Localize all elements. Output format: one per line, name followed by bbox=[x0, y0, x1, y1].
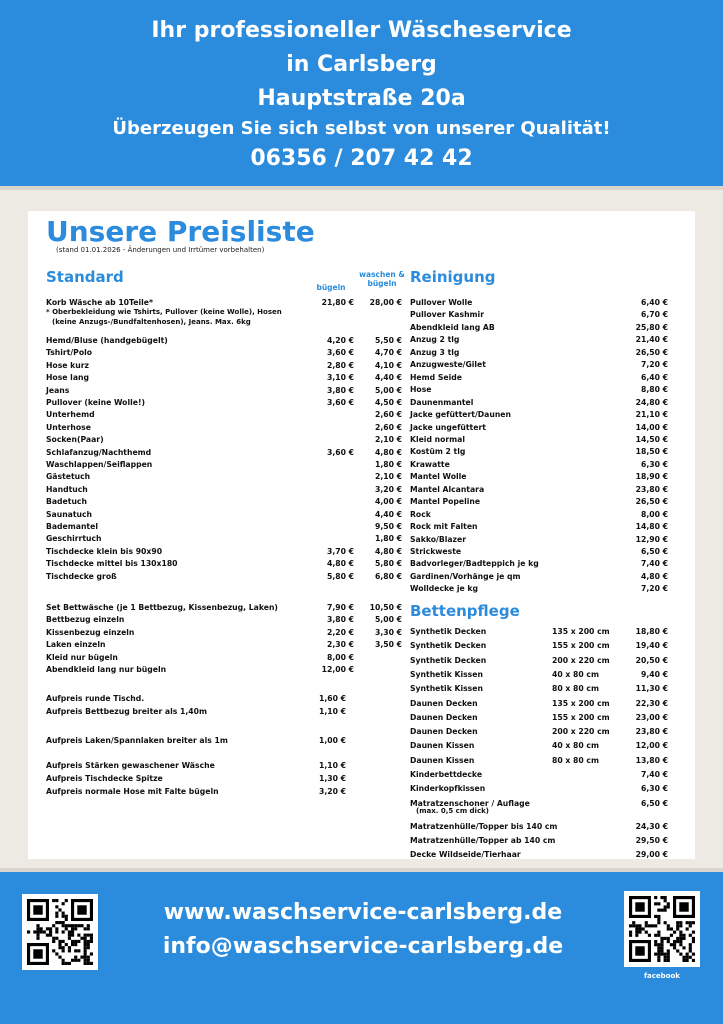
item-name: Sakko/Blazer bbox=[410, 534, 466, 544]
item-name: Gardinen/Vorhänge je qm bbox=[410, 571, 521, 581]
item-name: Pullover (keine Wolle!) bbox=[46, 398, 145, 407]
price: 21,10 € bbox=[635, 410, 668, 420]
page-title: Unsere Preisliste bbox=[46, 215, 315, 248]
item-name: Waschlappen/Seiflappen bbox=[46, 460, 153, 469]
price-row bbox=[46, 786, 346, 798]
item-name: Daunen Kissen bbox=[410, 741, 475, 751]
item-name: Aufpreis Tischdecke Spitze bbox=[46, 774, 163, 783]
stand-note: (stand 01.01.2026 - Änderungen und Irrtümer vorbehalten) bbox=[56, 246, 265, 254]
price: 18,80 € bbox=[635, 627, 668, 636]
price-row bbox=[410, 359, 668, 371]
item-name: Wolldecke je kg bbox=[410, 584, 478, 594]
item-name: Schlafanzug/Nachthemd bbox=[46, 447, 152, 457]
item-name: Hose bbox=[410, 385, 432, 395]
price-waschen: 1,80 € bbox=[375, 534, 402, 544]
price-buegeln: 21,80 € bbox=[321, 298, 354, 307]
item-name: Korb Wäsche ab 10Teile* bbox=[46, 298, 153, 307]
item-name: Unterhemd bbox=[46, 410, 95, 420]
price: 9,40 € bbox=[641, 669, 668, 679]
price-row bbox=[46, 347, 402, 359]
price-row bbox=[410, 372, 668, 384]
section-standard: Standard bbox=[46, 268, 124, 286]
header-address: Hauptstraße 20a bbox=[257, 86, 466, 111]
price-row bbox=[410, 769, 668, 781]
item-name: Tischdecke groß bbox=[46, 571, 117, 581]
price-buegeln: 8,00 € bbox=[327, 652, 354, 662]
item-name: Bademantel bbox=[46, 522, 98, 531]
price: 25,80 € bbox=[635, 322, 668, 332]
price-row bbox=[410, 422, 668, 434]
item-name: Pullover Kashmir bbox=[410, 310, 484, 320]
item-name: Mantel Wolle bbox=[410, 472, 467, 482]
price-row bbox=[46, 447, 402, 459]
price-row bbox=[410, 698, 668, 710]
price: 26,50 € bbox=[635, 497, 668, 507]
item-name: Geschirrtuch bbox=[46, 534, 102, 544]
price-waschen: 5,80 € bbox=[375, 559, 402, 569]
email-link[interactable]: info@waschservice-carlsberg.de bbox=[162, 934, 564, 959]
item-name: Handtuch bbox=[46, 484, 88, 494]
price: 14,50 € bbox=[635, 434, 668, 444]
price-row bbox=[410, 726, 668, 738]
price: 6,30 € bbox=[641, 784, 668, 794]
item-name: Matratzenschoner / Auflage bbox=[410, 798, 530, 808]
price-buegeln: 2,80 € bbox=[327, 360, 354, 370]
price-row bbox=[410, 297, 668, 309]
price-row bbox=[410, 783, 668, 795]
item-name: Daunen Kissen bbox=[410, 755, 475, 765]
price: 8,80 € bbox=[641, 385, 668, 395]
size: 155 x 200 cm bbox=[552, 641, 610, 651]
price: 26,50 € bbox=[635, 347, 668, 357]
price: 4,80 € bbox=[641, 571, 668, 581]
price-row bbox=[410, 546, 668, 558]
website-link[interactable]: www.waschservice-carlsberg.de bbox=[163, 900, 563, 925]
price-waschen: 2,10 € bbox=[375, 435, 402, 445]
price-row bbox=[46, 546, 402, 558]
item-name: Rock mit Falten bbox=[410, 522, 478, 532]
price-row bbox=[46, 627, 402, 639]
price-row bbox=[410, 434, 668, 446]
qr-code-facebook[interactable] bbox=[624, 891, 700, 967]
price-buegeln: 4,20 € bbox=[327, 336, 354, 345]
size: 80 x 80 cm bbox=[552, 684, 599, 694]
item-name: Aufpreis Bettbezug breiter als 1,40m bbox=[46, 707, 207, 716]
price: 1,10 € bbox=[319, 707, 346, 716]
size: 135 x 200 cm bbox=[552, 627, 610, 636]
price-buegeln: 2,20 € bbox=[327, 627, 354, 637]
price-waschen: 9,50 € bbox=[375, 522, 402, 531]
price-row bbox=[410, 446, 668, 458]
price: 7,40 € bbox=[641, 559, 668, 569]
price: 7,40 € bbox=[641, 770, 668, 779]
header-phone[interactable]: 06356 / 207 42 42 bbox=[250, 146, 473, 171]
price-waschen: 1,80 € bbox=[375, 460, 402, 469]
price: 18,90 € bbox=[635, 472, 668, 482]
item-name: Kinderkopfkissen bbox=[410, 784, 486, 794]
facebook-label: facebook bbox=[644, 972, 680, 980]
price-waschen: 5,00 € bbox=[375, 615, 402, 625]
price-row bbox=[410, 521, 668, 533]
price: 6,50 € bbox=[641, 798, 668, 808]
price-waschen: 3,50 € bbox=[375, 640, 402, 650]
price-waschen: 4,50 € bbox=[375, 398, 402, 407]
price-row bbox=[410, 309, 668, 321]
price: 6,30 € bbox=[641, 459, 668, 469]
price-row bbox=[46, 434, 402, 446]
price-row bbox=[410, 459, 668, 471]
price-row bbox=[46, 558, 402, 570]
item-name: Abendkleid lang AB bbox=[410, 322, 495, 332]
item-name: Synthetik Decken bbox=[410, 655, 487, 665]
korb-note-2: (keine Anzugs-/Bundfaltenhosen), Jeans. Max. 6kg bbox=[52, 318, 251, 326]
item-name: Synthetik Decken bbox=[410, 627, 487, 636]
price-waschen: 2,10 € bbox=[375, 472, 402, 482]
price-waschen: 4,00 € bbox=[375, 497, 402, 507]
price-row bbox=[410, 334, 668, 346]
price: 7,20 € bbox=[641, 584, 668, 594]
price-row bbox=[410, 712, 668, 724]
price: 18,50 € bbox=[635, 447, 668, 457]
price-buegeln: 7,90 € bbox=[327, 603, 354, 612]
price-row bbox=[410, 835, 668, 847]
price-row bbox=[410, 534, 668, 546]
price-row bbox=[410, 347, 668, 359]
price-waschen: 4,80 € bbox=[375, 447, 402, 457]
price-row bbox=[410, 471, 668, 483]
price: 23,80 € bbox=[635, 484, 668, 494]
price: 7,20 € bbox=[641, 360, 668, 370]
price-row bbox=[410, 655, 668, 667]
price-waschen: 10,50 € bbox=[369, 603, 402, 612]
price-row bbox=[410, 740, 668, 752]
item-name: Decke Wildseide/Tierhaar bbox=[410, 850, 521, 859]
size: 200 x 220 cm bbox=[552, 727, 610, 737]
price: 12,00 € bbox=[635, 741, 668, 751]
price: 1,60 € bbox=[319, 694, 346, 703]
item-name: Tischdecke klein bis 90x90 bbox=[46, 546, 163, 556]
price-row bbox=[46, 496, 402, 508]
item-name: Tischdecke mittel bis 130x180 bbox=[46, 559, 178, 569]
price-waschen: 4,80 € bbox=[375, 546, 402, 556]
item-name: Kleid nur bügeln bbox=[46, 652, 118, 662]
price-buegeln: 3,80 € bbox=[327, 385, 354, 395]
size: 40 x 80 cm bbox=[552, 669, 599, 679]
price: 23,80 € bbox=[635, 727, 668, 737]
item-name: Mantel Popeline bbox=[410, 497, 481, 507]
price-row bbox=[410, 384, 668, 396]
price: 24,80 € bbox=[635, 397, 668, 407]
item-name: Anzug 2 tlg bbox=[410, 335, 460, 345]
price-waschen: 5,50 € bbox=[375, 336, 402, 345]
price-waschen: 5,00 € bbox=[375, 385, 402, 395]
price: 1,00 € bbox=[319, 736, 346, 745]
price-row bbox=[46, 471, 402, 483]
price-waschen: 6,80 € bbox=[375, 571, 402, 581]
price-waschen: 3,30 € bbox=[375, 627, 402, 637]
item-name: Anzug 3 tlg bbox=[410, 347, 460, 357]
price-row bbox=[410, 409, 668, 421]
item-name: Badetuch bbox=[46, 497, 87, 507]
price-row bbox=[46, 533, 402, 545]
price: 19,40 € bbox=[635, 641, 668, 651]
item-name: Socken(Paar) bbox=[46, 435, 104, 445]
item-name: Synthetik Kissen bbox=[410, 684, 483, 694]
price-buegeln: 2,30 € bbox=[327, 640, 354, 650]
qr-code-icon bbox=[629, 896, 695, 962]
price-row bbox=[46, 385, 402, 397]
qr-code-icon bbox=[27, 899, 93, 965]
price: 6,40 € bbox=[641, 372, 668, 382]
col-header-buegeln: bügeln bbox=[316, 283, 346, 292]
price-waschen: 4,40 € bbox=[375, 509, 402, 519]
header-banner bbox=[0, 0, 723, 190]
size: 155 x 200 cm bbox=[552, 712, 610, 722]
price-row bbox=[46, 509, 402, 521]
item-name: Kissenbezug einzeln bbox=[46, 627, 135, 637]
matratz-note: (max. 0,5 cm dick) bbox=[416, 807, 489, 815]
item-name: Daunen Decken bbox=[410, 727, 478, 737]
price: 6,50 € bbox=[641, 547, 668, 556]
price-row bbox=[410, 683, 668, 695]
item-name: Daunen Decken bbox=[410, 698, 478, 708]
price-row bbox=[410, 583, 668, 595]
size: 135 x 200 cm bbox=[552, 698, 610, 708]
price-row bbox=[46, 422, 402, 434]
price-row bbox=[410, 558, 668, 570]
price-buegeln: 3,80 € bbox=[327, 615, 354, 625]
price-row bbox=[46, 652, 402, 664]
item-name: Gästetuch bbox=[46, 472, 91, 482]
item-name: Aufpreis runde Tischd. bbox=[46, 694, 145, 703]
item-name: Rock bbox=[410, 509, 431, 519]
price-row bbox=[46, 760, 346, 772]
price-row bbox=[46, 521, 402, 533]
price-row bbox=[46, 693, 346, 705]
price: 20,50 € bbox=[635, 655, 668, 665]
price-row bbox=[410, 496, 668, 508]
price-waschen: 28,00 € bbox=[369, 298, 402, 307]
price-row bbox=[410, 397, 668, 409]
item-name: Hemd/Bluse (handgebügelt) bbox=[46, 336, 168, 345]
price-waschen: 2,60 € bbox=[375, 410, 402, 420]
price-row bbox=[46, 706, 346, 718]
price-row bbox=[410, 626, 668, 638]
price: 14,00 € bbox=[635, 422, 668, 432]
price-row bbox=[46, 372, 402, 384]
price: 29,50 € bbox=[635, 836, 668, 845]
price: 23,00 € bbox=[635, 712, 668, 722]
price-row bbox=[46, 614, 402, 626]
price-row bbox=[410, 640, 668, 652]
size: 40 x 80 cm bbox=[552, 741, 599, 751]
price: 21,40 € bbox=[635, 335, 668, 345]
item-name: Saunatuch bbox=[46, 509, 93, 519]
price-buegeln: 3,60 € bbox=[327, 398, 354, 407]
item-name: Hose kurz bbox=[46, 360, 90, 370]
item-name: Synthetik Decken bbox=[410, 641, 487, 651]
price-waschen: 2,60 € bbox=[375, 422, 402, 432]
price: 13,80 € bbox=[635, 755, 668, 765]
price-row bbox=[410, 755, 668, 767]
price-buegeln: 3,10 € bbox=[327, 373, 354, 383]
item-name: Daunen Decken bbox=[410, 712, 478, 722]
item-name: Jacke gefüttert/Daunen bbox=[410, 410, 511, 420]
header-slogan: Überzeugen Sie sich selbst von unserer Qualität! bbox=[112, 118, 611, 139]
col-header-waschen: waschen & bügeln bbox=[359, 270, 405, 288]
item-name: Daunenmantel bbox=[410, 397, 474, 407]
item-name: Hemd Seide bbox=[410, 372, 462, 382]
price-waschen: 4,10 € bbox=[375, 360, 402, 370]
size: 200 x 220 cm bbox=[552, 655, 610, 665]
item-name: Kostüm 2 tlg bbox=[410, 447, 466, 457]
price-row bbox=[46, 735, 346, 747]
item-name: Badvorleger/Badteppich je kg bbox=[410, 559, 539, 569]
header-line-2: in Carlsberg bbox=[286, 52, 437, 77]
price: 8,00 € bbox=[641, 509, 668, 519]
item-name: Unterhose bbox=[46, 422, 91, 432]
price-waschen: 4,70 € bbox=[375, 348, 402, 358]
price: 14,80 € bbox=[635, 522, 668, 532]
item-name: Krawatte bbox=[410, 459, 450, 469]
price-buegeln: 4,80 € bbox=[327, 559, 354, 569]
item-name: Mantel Alcantara bbox=[410, 484, 485, 494]
item-name: Jeans bbox=[46, 385, 70, 395]
price-buegeln: 12,00 € bbox=[321, 665, 354, 674]
price-waschen: 3,20 € bbox=[375, 484, 402, 494]
price: 24,30 € bbox=[635, 822, 668, 831]
item-name: Matratzenhülle/Topper ab 140 cm bbox=[410, 836, 556, 845]
item-name: Synthetik Kissen bbox=[410, 669, 483, 679]
item-name: Kinderbettdecke bbox=[410, 770, 483, 779]
price: 11,30 € bbox=[635, 684, 668, 694]
price-row bbox=[410, 669, 668, 681]
item-name: Strickweste bbox=[410, 547, 462, 556]
price: 6,40 € bbox=[641, 298, 668, 307]
item-name: Tshirt/Polo bbox=[46, 348, 93, 358]
price-row bbox=[410, 849, 668, 861]
price-row bbox=[410, 821, 668, 833]
price-row bbox=[46, 397, 402, 409]
item-name: Jacke ungefüttert bbox=[410, 422, 486, 432]
item-name: Hose lang bbox=[46, 373, 89, 383]
price-row bbox=[46, 459, 402, 471]
price-row bbox=[46, 773, 346, 785]
price: 22,30 € bbox=[635, 698, 668, 708]
item-name: Kleid normal bbox=[410, 434, 465, 444]
qr-code-website[interactable] bbox=[22, 894, 98, 970]
item-name: Abendkleid lang nur bügeln bbox=[46, 665, 167, 674]
price-row bbox=[46, 639, 402, 651]
section-reinigung: Reinigung bbox=[410, 268, 496, 286]
price-row bbox=[410, 484, 668, 496]
price: 12,90 € bbox=[635, 534, 668, 544]
price-row bbox=[410, 322, 668, 334]
price-row bbox=[46, 360, 402, 372]
price-row bbox=[410, 509, 668, 521]
price-row bbox=[46, 664, 402, 676]
price-row bbox=[46, 335, 402, 347]
price: 1,30 € bbox=[319, 774, 346, 783]
price-row bbox=[410, 571, 668, 583]
size: 80 x 80 cm bbox=[552, 755, 599, 765]
item-name: Pullover Wolle bbox=[410, 298, 473, 307]
price-row bbox=[46, 409, 402, 421]
price-buegeln: 5,80 € bbox=[327, 571, 354, 581]
korb-note-1: * Oberbekleidung wie Tshirts, Pullover (keine Wolle), Hosen bbox=[46, 308, 282, 316]
item-name: Aufpreis normale Hose mit Falte bügeln bbox=[46, 787, 219, 796]
item-name: Laken einzeln bbox=[46, 640, 106, 650]
item-name: Bettbezug einzeln bbox=[46, 615, 125, 625]
item-name: Set Bettwäsche (je 1 Bettbezug, Kissenbezug, Laken) bbox=[46, 603, 278, 612]
price-row bbox=[46, 571, 402, 583]
price-buegeln: 3,60 € bbox=[327, 447, 354, 457]
item-name: Matratzenhülle/Topper bis 140 cm bbox=[410, 822, 558, 831]
section-bettenpflege: Bettenpflege bbox=[410, 602, 520, 620]
item-name: Aufpreis Laken/Spannlaken breiter als 1m bbox=[46, 736, 228, 745]
item-name: Aufpreis Stärken gewaschener Wäsche bbox=[46, 761, 215, 770]
price-buegeln: 3,70 € bbox=[327, 546, 354, 556]
price-row bbox=[46, 602, 402, 614]
price-row bbox=[46, 484, 402, 496]
price-buegeln: 3,60 € bbox=[327, 348, 354, 358]
price: 1,10 € bbox=[319, 761, 346, 770]
price: 6,70 € bbox=[641, 310, 668, 320]
price: 3,20 € bbox=[319, 787, 346, 796]
header-line-1: Ihr professioneller Wäscheservice bbox=[151, 18, 572, 43]
item-name: Anzugweste/Gilet bbox=[410, 360, 486, 370]
price: 29,00 € bbox=[635, 850, 668, 859]
price-waschen: 4,40 € bbox=[375, 373, 402, 383]
